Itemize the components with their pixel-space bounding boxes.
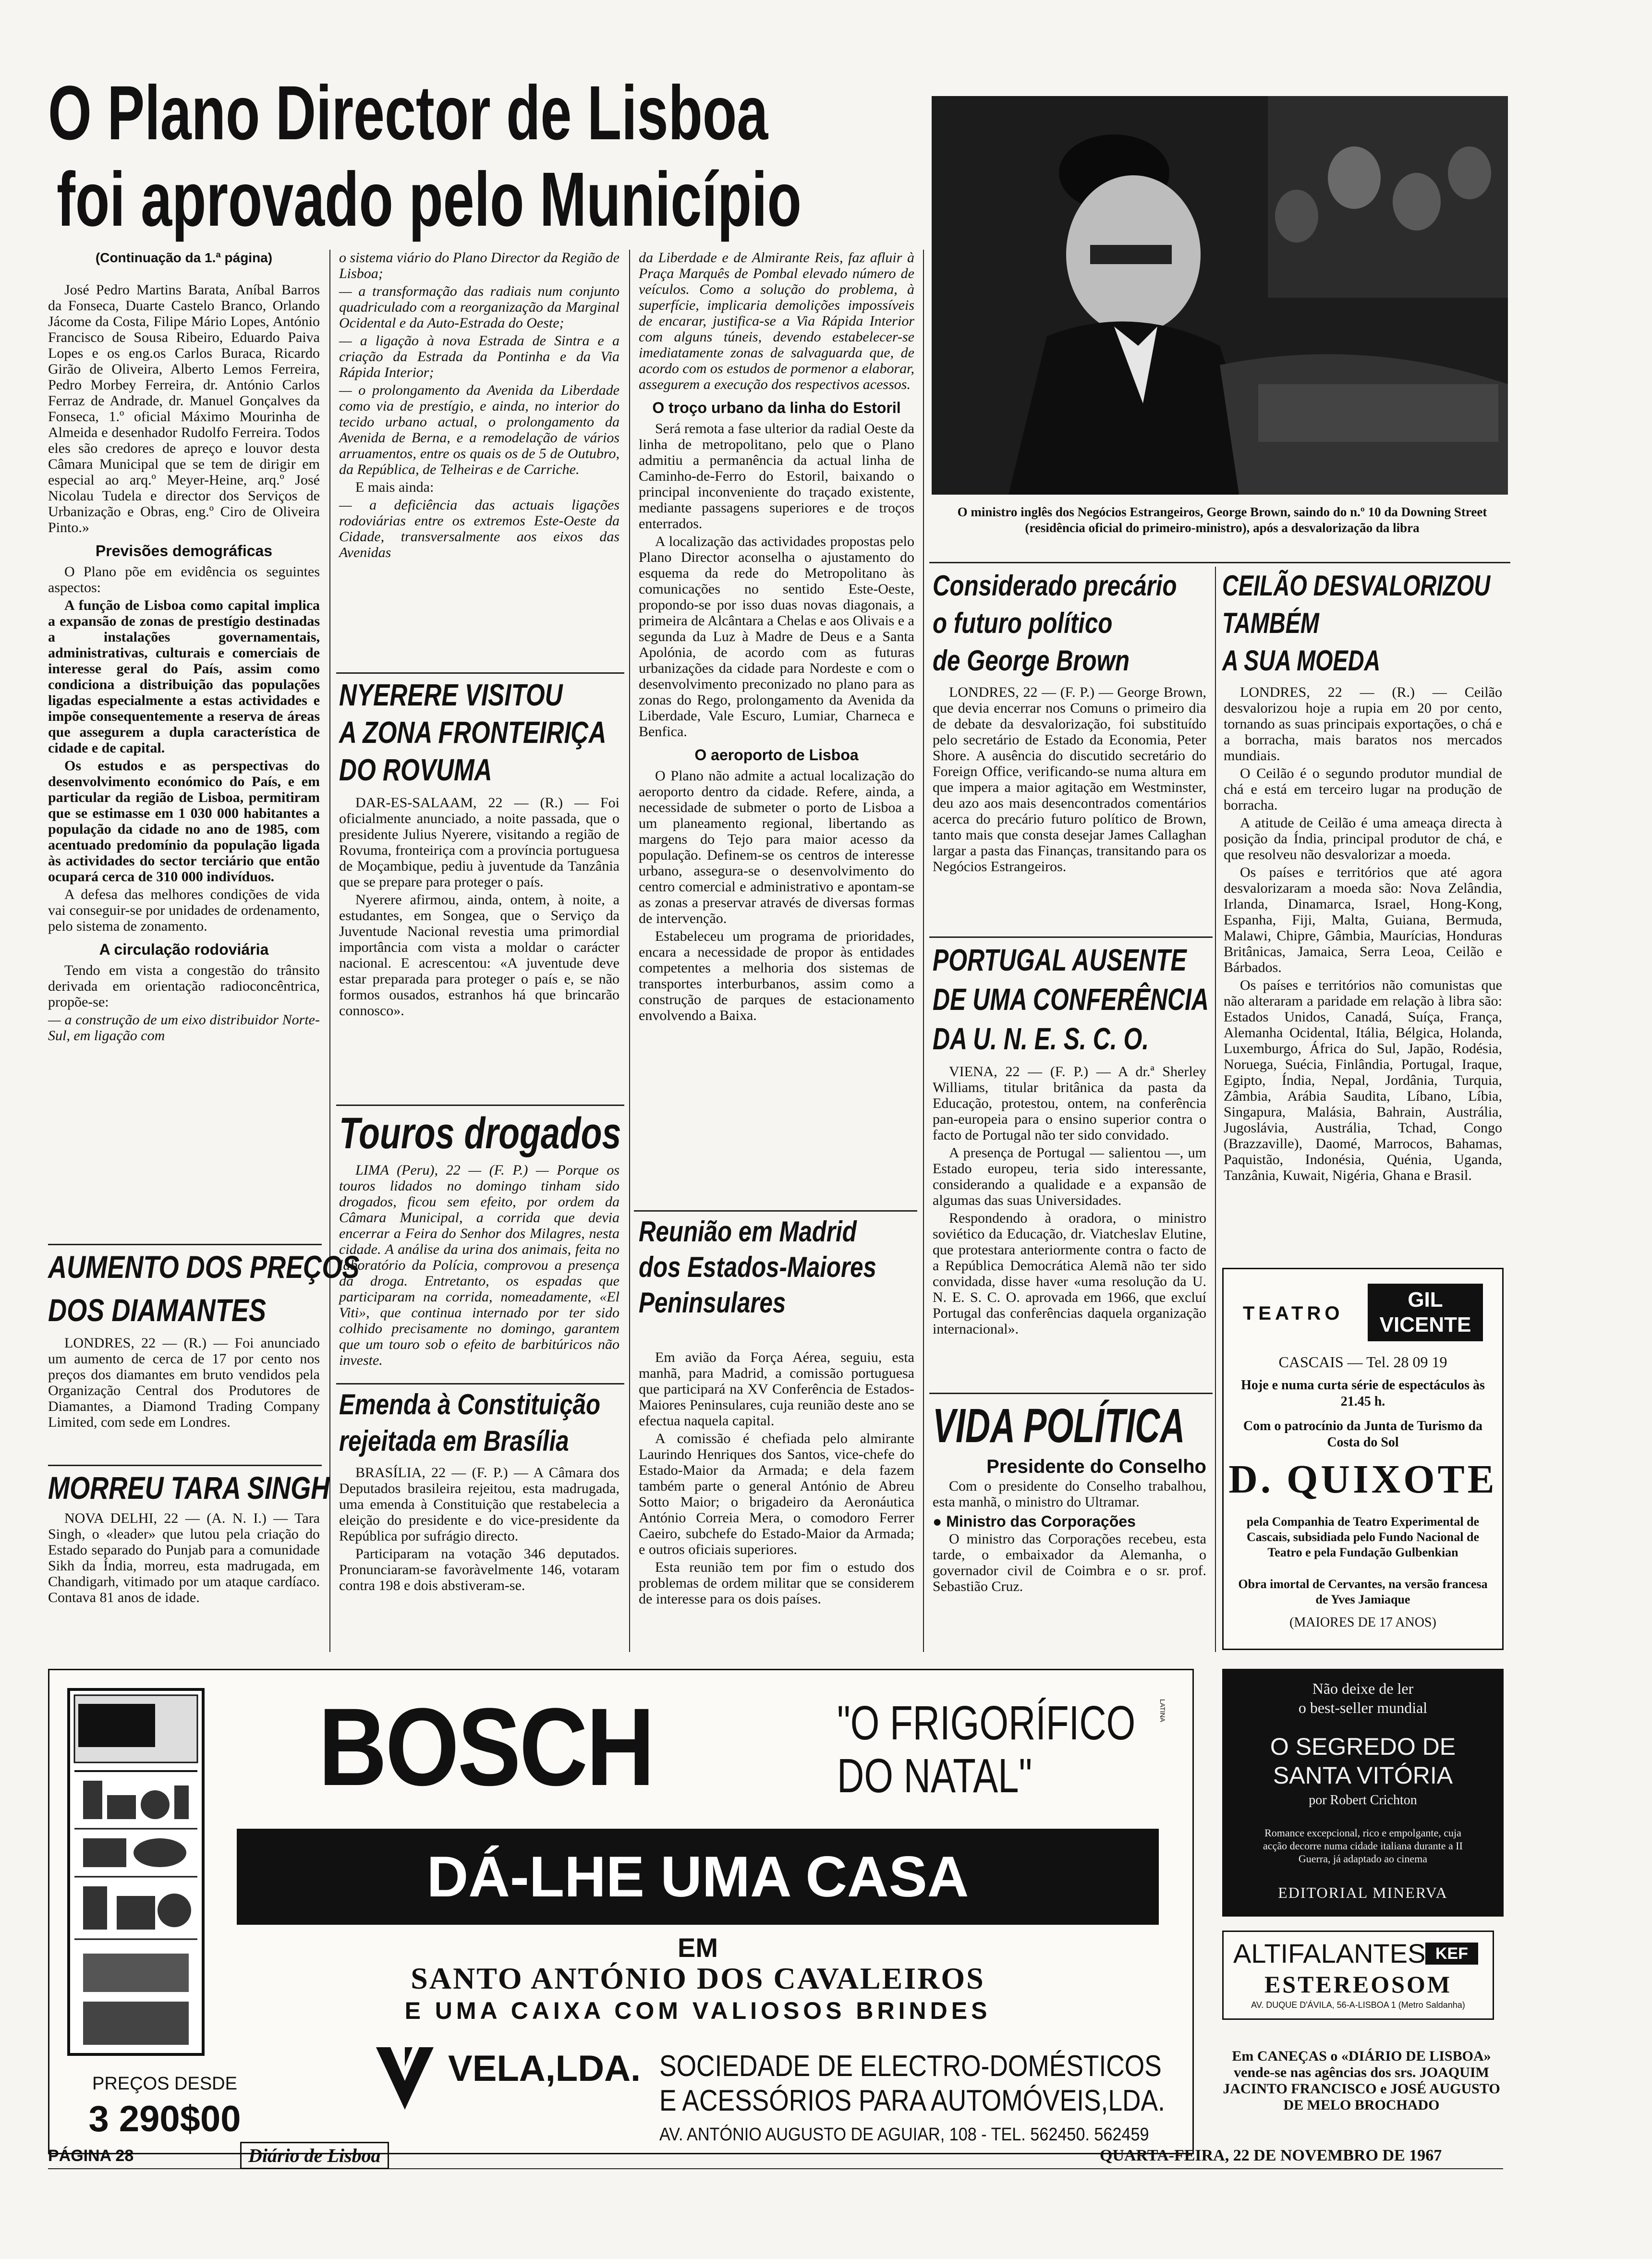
paragraph: Os estudos e as perspectivas do desenvolvimento económico do País, e em particular da região de Lisboa, permitiram que se estimasse em 1 030 000 habitantes a população da cidade no ano de 1985, com acentuado predomínio da população ligada às actividades do sector terciário que então ocupará cerca de 310 000 indivíduos. [48,758,320,885]
bosch-place: SANTO ANTÓNIO DOS CAVALEIROS [411,1961,985,1995]
footer-masthead: Diário de Lisboa [240,2142,389,2169]
main-article-col1 [48,250,320,1045]
paragraph: LONDRES, 22 — (F. P.) — George Brown, que devia encerrar nos Comuns o primeiro dia de debate da desvalorização, foi substituído pelo secretário de Estado da Economia, Peter Shore. A ausência do discutido secretário do Foreign Office, verificando-se numa altura em que impera a maior agitação em Westminster, deu azo aos mais desencontrados comentários acerca do precário futuro político de Brown, tanto mais que consta desejar James Callaghan largar a pasta das Finanças, transitando para os Negócios Estrangeiros. [933,684,1206,874]
ceilao-body [1224,684,1502,1185]
main-article-col2 [339,250,620,562]
paragraph: BRASÍLIA, 22 — (F. P.) — A Câmara dos Deputados brasileira rejeitou, esta madrugada, uma emenda à Constituição que restabelecia a eleição do presidente e do vice-presidente da República por sufrágio directo. [339,1465,620,1544]
paragraph: Nyerere afirmou, ainda, ontem, à noite, a estudantes, em Songea, que o Serviço da Juventude Nacional revestia uma primordial importância com vista a moldar o carácter nacional. E acrescentou: «A juventude deve estar preparada para proteger o país e, se não formos ousados, estranhos há que brincarão connosco». [339,892,620,1019]
gil-vicente-badge [1368,1284,1483,1341]
paragraph: A presença de Portugal — salientou —, um Estado europeu, teria sido interessante, considerando a qualidade e a expansão de algumas das suas Universidades. [933,1145,1206,1208]
paragraph: LONDRES, 22 — (R.) — Foi anunciado um aumento de cerca de 17 por cento nos preços dos diamantes em bruto vendidos pela Organização Central dos Produtores de Diamantes, a Diamond Trading Company Limited, com sede em Londres. [48,1335,320,1430]
paragraph: Será remota a fase ulterior da radial Oeste da linha de metropolitano, pelo que o Plano admitiu a permanência da actual linha de Caminho-de-Ferro do Estoril, baixando o principal inconveniente do traçado existente, mediante passagens superiores e de troços enterrados. [639,421,914,532]
continuation-note: (Continuação da 1.ª página) [95,250,273,265]
vela-desc-1: SOCIEDADE DE ELECTRO-DOMÉSTICOS [659,2050,1162,2083]
price-label: PREÇOS DESDE [92,2074,237,2094]
paragraph: A atitude de Ceilão é uma ameaça directa à posição da Índia, principal produtor de chá, e que resolveu não desvalorizar a moeda. [1224,815,1502,862]
section-rule [48,1465,322,1466]
george-brown-photo [932,96,1508,495]
vida-subhead-corporacoes [933,1512,1206,1531]
nyerere-headline-2: A ZONA FRONTEIRIÇA [339,715,607,750]
book-title-2: SANTA VITÓRIA [1273,1762,1453,1789]
section-rule [929,936,1213,938]
teatro-line3: pela Companhia de Teatro Experimental de Cascais, subsidiada pelo Fundo Nacional de Teatro e pela Fundação Gulbenkian [1246,1515,1480,1559]
tara-headline: MORREU TARA SINGH [48,1470,330,1506]
paragraph: — a ligação à nova Estrada de Sintra e a criação da Estrada da Pontinha e da Via Rápida Interior; [339,333,620,380]
book-ad [1222,1669,1504,1917]
column-rule [629,250,630,1652]
book-author: por Robert Crichton [1309,1793,1417,1808]
paragraph: — a transformação das radiais num conjunto quadriculado com a reorganização da Marginal Ocidental e da Auto-Estrada do Oeste; [339,283,620,331]
subheading-circulacao: A circulação rodoviária [99,941,269,958]
paragraph: Esta reunião tem por fim o estudo dos problemas de ordem militar que se considerem de interesse para os dois países. [639,1559,914,1607]
vela-company: VELA,LDA. [448,2048,641,2089]
diamantes-headline-2: DOS DIAMANTES [48,1292,267,1328]
paragraph: LIMA (Peru), 22 — (F. P.) — Porque os touros lidados no domingo tinham sido drogados, ficou sem efeito, por ordem da Câmara Municipal, a corrida que devia encerrar a Feira do Senhor dos Milagres, nesta cidade. A análise da urina dos animais, feita no laboratório da Polícia, comprovou a presença da droga. Entretanto, os espadas que participaram na corrida, nomeadamente, «El Viti», que continua internado por ter sido colhido precisamente no domingo, garantem que um touro sob o efeito de barbitúricos não investe. [339,1162,620,1368]
paragraph: Estabeleceu um programa de prioridades, encara a necessidade de propor às entidades competentes a melhoria dos sistemas de transportes interburbanos, assim como a construção de parques de estacionamento envolvendo a Baixa. [639,928,914,1023]
madrid-headline-2: dos Estados-Maiores [639,1251,876,1283]
subheading-troco-urbano: O troço urbano da linha do Estoril [652,399,901,416]
bosch-ad [48,1669,1194,2154]
paragraph: José Pedro Martins Barata, Aníbal Barros da Fonseca, Duarte Castelo Branco, Orlando Jácome da Costa, Filipe Mário Lopes, António Francisco de Sousa Ribeiro, Eduardo Paiva Lopes e os eng.os Carlos Buraca, Ricardo Girão de Oliveira, Alberto Lemos Ferreira, Pedro Morbey Ferreira, dr. António Carlos Ferraz de Andrade, dr. Manuel Gonçalves da Fonseca, 1.º oficial Máximo Mourinha de Almeida e desenhador Rudolfo Ferreira. Todos eles são credores de apreço e louvor desta Câmara Municipal que se tem de dirigir em especial ao arq.º Meyer-Heine, arq.º José Nicolau Tudela e director dos Serviços de Urbanização e Obras, eng.º Ciro de Oliveira Pinto.» [48,282,320,535]
emenda-body [339,1465,620,1595]
paragraph: Os países e territórios que até agora desvalorizaram a moeda são: Nova Zelândia, Irlanda, Dinamarca, Israel, Hong-Kong, Espanha, Fiji, Malta, Guiana, Bermuda, Malawi, Chipre, Gâmbia, Maurícias, Honduras Britânicas, Jamaica, Serra Leoa, Ceilão e Bárbados. [1224,864,1502,975]
paragraph: Tendo em vista a congestão do trânsito derivada em orientação radioconcêntrica, propõe-se: [48,962,320,1010]
bosch-slogan-2: DO NATAL" [837,1749,1032,1803]
fridge-illustration [64,1685,208,2059]
column-rule [1215,567,1216,1652]
ceilao-headline-3: A SUA MOEDA [1222,644,1381,677]
paragraph: DAR-ES-SALAAM, 22 — (R.) — Foi oficialmente anunciado, a noite passada, que o presidente Julius Nyerere, visitando a região de Rovuma, fronteiriça com a província portuguesa de Moçambique, pediu à juventude da Tanzânia que se prepare para proteger o país. [339,795,620,890]
portugal-headline-3: DA U. N. E. S. C. O. [933,1021,1149,1056]
paragraph: VIENA, 22 — (F. P.) — A dr.ª Sherley Williams, titular britânica da pasta da Educação, protestou, ontem, na conferência pan-europeia para o ensino superior contra o facto de Portugal não ter sido convidado. [933,1064,1206,1143]
vida-subhead-corporacoes-text: Ministro das Corporações [946,1513,1136,1530]
brown-headline-3: de George Brown [933,644,1130,677]
paragraph: O ministro das Corporações recebeu, esta tarde, o embaixador da Alemanha, o governador civil de Coimbra e o sr. prof. Sebastião Cruz. [933,1531,1206,1594]
paragraph: E mais ainda: [355,479,434,495]
vida-headline: VIDA POLÍTICA [933,1399,1185,1453]
main-article-col3 [639,250,914,1025]
paragraph: NOVA DELHI, 22 — (A. N. I.) — Tara Singh, o «leader» que lutou pela criação do Estado separado do Punjab para a comunidade Sikh da Índia, morreu, esta madrugada, em Chandigarh, vitimado por um ataque cardíaco. Contava 81 anos de idade. [48,1510,320,1605]
ceilao-headline-2: TAMBÉM [1222,607,1319,639]
madrid-headline-3: Peninsulares [639,1287,786,1319]
vela-logo-icon [371,2042,438,2114]
teatro-line2: Com o patrocínio da Junta de Turismo da Costa do Sol [1243,1419,1483,1450]
paragraph: A função de Lisboa como capital implica a expansão de zonas de prestígio destinadas a instalações governamentais, administrativas, culturais e comerciais de interesse geral do País, assim como condiciona a distribuição das populações ligadas especialmente a estas actividades e impõe consequentemente a reserva de áreas que assegurem a dupla característica de cidade e de capital. [48,597,320,756]
paragraph: Com o presidente do Conselho trabalhou, esta manhã, o ministro do Ultramar. [933,1478,1206,1510]
portugal-headline-2: DE UMA CONFERÊNCIA [933,982,1209,1017]
teatro-line5: (MAIORES DE 17 ANOS) [1289,1615,1436,1630]
footer-page-number: PÁGINA 28 [48,2147,134,2165]
section-rule [929,1393,1213,1394]
bosch-gift: E UMA CAIXA COM VALIOSOS BRINDES [404,1997,991,2024]
section-rule [929,562,1510,563]
paragraph: — a deficiência das actuais ligações rodoviárias entre os extremos Este-Oeste da Cidade, transversalmente aos eixos das Avenidas [339,497,620,560]
paragraph: — o prolongamento da Avenida da Liberdade como via de prestígio, e ainda, no interior do tecido urbano actual, o prolongamento da Avenida de Berna, e a remodelação de vários arruamentos, entre os quais os de 5 de Outubro, da República, de Telheiras e de Carriche. [339,382,620,477]
section-rule [336,1383,624,1385]
book-publisher: EDITORIAL MINERVA [1278,1884,1448,1901]
diamantes-body [48,1335,320,1432]
madrid-headline-1: Reunião em Madrid [639,1215,857,1248]
teatro-line1: Hoje e numa curta série de espectáculos às 21.45 h. [1241,1378,1485,1409]
section-rule [634,1210,917,1212]
vida-body [933,1455,1206,1596]
teatro-title: D. QUIXOTE [1228,1457,1497,1502]
brown-headline-2: o futuro político [933,607,1113,639]
portugal-headline-1: PORTUGAL AUSENTE [933,943,1187,977]
bosch-em: EM [678,1932,718,1963]
brown-body [933,684,1206,876]
column-rule [923,250,924,1652]
teatro-ad [1222,1268,1504,1650]
portugal-body [933,1064,1206,1339]
badge-line1: GIL [1408,1288,1443,1312]
column-rule [329,250,330,1652]
paragraph: LONDRES, 22 — (R.) — Ceilão desvalorizou hoje a rupia em 20 por cento, tornando as suas principais exportações, o chá e a borracha, mais baratos nos mercados mundiais. [1224,684,1502,764]
paragraph: O Plano põe em evidência os seguintes aspectos: [48,564,320,595]
altifalantes-ad [1222,1931,1494,2020]
madrid-body [639,1349,914,1609]
bosch-slogan-1: "O FRIGORÍFICO [837,1696,1136,1750]
vela-desc-2: E ACESSÓRIOS PARA AUTOMÓVEIS,LDA. [659,2084,1165,2117]
diamantes-headline-1: AUMENTO DOS PREÇOS [48,1249,360,1285]
brown-headline-1: Considerado precário [933,570,1177,602]
book-line2: o best-seller mundial [1298,1699,1428,1716]
paragraph: A localização das actividades propostas pelo Plano Director aconselha o ajustamento do esquema da rede do Metropolitano às comunicações no sentido Este-Oeste, propondo-se por isso duas novas diagonais, a primeira de Alcântara a Chelas e aos Olivais e a segunda da Luz à Madre de Deus e a Santa Apolónia, de acordo com as futuras urbanizações da cidade para Nordeste e com o desenvolvimento preconizado no plano para as zonas do Rego, prolongamento da Avenida da Liberdade, Vale Escuro, Lumiar, Charneca e Benfica. [639,534,914,740]
paragraph: Os países e territórios não comunistas que não alteraram a paridade em relação à libra são: Estados Unidos, Canadá, Suíça, França, Alemanha Ocidental, Itália, Bélgica, Holanda, Luxemburgo, África do Sul, Japão, Rodésia, Noruega, Suécia, Finlândia, Portugal, Iraque, Egipto, Índia, Nepal, Jordânia, Turquia, Zâmbia, Arábia Saudita, Líbano, Líbia, Singapura, Malásia, Bahrain, Austrália, Jugoslávia, Austrália, Tchad, Congo (Brazzaville), Daomé, Marrocos, Bahamas, Paquistão, Indonésia, Quénia, Uganda, Tanzânia, Kuwait, Nigéria, Ghana e Brasil. [1224,977,1502,1183]
teatro-place: CASCAIS — Tel. 28 09 19 [1278,1353,1447,1371]
subheading-demograficas: Previsões demográficas [95,542,273,559]
nyerere-headline-1: NYERERE VISITOU [339,678,563,712]
ceilao-headline-1: CEILÃO DESVALORIZOU [1222,570,1491,602]
altifalantes-address: AV. DUQUE D'ÁVILA, 56-A-LISBOA 1 (Metro Saldanha) [1251,2000,1465,2010]
vida-subhead-presidente: Presidente do Conselho [986,1456,1206,1477]
book-line1: Não deixe de ler [1312,1680,1414,1697]
nyerere-body [339,795,620,1020]
badge-line2: VICENTE [1379,1313,1471,1336]
paragraph: A defesa das melhores condições de vida vai conseguir-se por unidades de ordenamento, pelo sistema de zonamento. [48,887,320,934]
photo-image [932,96,1508,495]
latina-tag: LATINA [1159,1699,1166,1722]
touros-headline: Touros drogados [339,1109,621,1158]
footer-date: QUARTA-FEIRA, 22 DE NOVEMBRO DE 1967 [1100,2147,1442,2164]
subheading-aeroporto: O aeroporto de Lisboa [694,746,859,764]
main-headline-line1: O Plano Director de Lisboa [48,70,768,156]
bosch-banner [237,1829,1159,1925]
canecas-note: Em CANEÇAS o «DIÁRIO DE LISBOA» vende-se nas agências dos srs. JOAQUIM JACINTO FRANCISCO e JOSÉ AUGUSTO DE MELO BROCHADO [1223,2048,1500,2113]
paragraph: O Ceilão é o segundo produtor mundial de chá e está em terceiro lugar na produção de borracha. [1224,765,1502,813]
paragraph: da Liberdade e de Almirante Reis, faz afluir à Praça Marquês de Pombal elevado número de veículos. Como a solução do problema, à superfície, implicaria demolições impossíveis de encarar, justifica-se a Via Rápida Interior com alguns túneis, devendo estabelecer-se imediatamente zonas de salvaguarda que, de acordo com os estudos de pormenor a elaborar, assegurem a execução dos respectivos acessos. [639,250,914,392]
book-title-1: O SEGREDO DE [1270,1733,1456,1760]
teatro-label: TEATRO [1243,1303,1344,1324]
section-rule [336,1105,624,1106]
bosch-banner-text: DÁ-LHE UMA CASA [426,1845,969,1909]
tara-body [48,1510,320,1607]
vela-address: AV. ANTÓNIO AUGUSTO DE AGUIAR, 108 - TEL. 562450. 562459 [659,2125,1149,2145]
paragraph: O Plano não admite a actual localização do aeroporto dentro da cidade. Refere, ainda, a necessidade de submeter o porto de Lisboa a um planeamento regional, libertando as margens do Tejo para maior acesso da população. Definem-se os centros de interesse urbano, assegura-se o desenvolvimento do centro comercial e administrativo e apontam-se as zonas a preservar através de diversas formas de intervenção. [639,768,914,926]
photo-caption: O ministro inglês dos Negócios Estrangeiros, George Brown, saindo do n.º 10 da Downing Street (residência oficial do primeiro-ministro), após a desvalorização da libra [957,505,1487,535]
estereosom-brand: ESTEREOSOM [1264,1971,1452,1998]
main-headline-line2: foi aprovado pelo Município [57,156,802,242]
paragraph: Em avião da Força Aérea, seguiu, esta manhã, para Madrid, a comissão portuguesa que participará na XV Conferência de Estados-Maiores Peninsulares, cuja reunião deste ano se efectua naquela capital. [639,1349,914,1429]
touros-body [339,1162,620,1370]
nyerere-headline-3: DO ROVUMA [339,753,492,787]
kef-badge: KEF [1425,1943,1478,1965]
teatro-line4: Obra imortal de Cervantes, na versão francesa de Yves Jamiaque [1238,1577,1488,1606]
paragraph: Participaram na votação 346 deputados. Pronunciaram-se favoràvelmente 146, votaram contra 198 e dois abstiveram-se. [339,1546,620,1593]
emenda-headline-2: rejeitada em Brasília [339,1425,569,1457]
price-value: 3 290$00 [88,2099,241,2139]
bullet-icon: ● [933,1513,947,1530]
bosch-logo: BOSCH [318,1685,654,1809]
paragraph: — a construção de um eixo distribuidor Norte-Sul, em ligação com [48,1012,320,1044]
altifalantes-title: ALTIFALANTES [1233,1938,1426,1968]
book-blurb: Romance excepcional, rico e empolgante, cuja acção decorre numa cidade italiana durante a II Guerra, já adaptado ao cinema [1263,1827,1463,1865]
emenda-headline-1: Emenda à Constituição [339,1388,601,1421]
paragraph: o sistema viário do Plano Director da Região de Lisboa; [339,250,620,281]
section-rule [336,672,624,674]
paragraph: A comissão é chefiada pelo almirante Laurindo Henriques dos Santos, vice-chefe do Estado-Maior da Armada; e dela fazem também parte o general António de Abreu Sotto Maior; o brigadeiro da Aeronáutica António Correia Mera, o comodoro Ferrer Caeiro, subchefe do Estado-Maior da Armada; e outros oficiais superiores. [639,1431,914,1557]
section-rule [48,1244,322,1245]
paragraph: Respondendo à oradora, o ministro soviético da Educação, dr. Viatcheslav Elutine, que protestara anteriormente contra o facto de a República Democrática Alemã não ter sido convidada, disse haver «uma resolução da U. N. E. S. C. O. aprovada em 1966, que excluí Portugal das conferências daquela organização internacional». [933,1210,1206,1337]
